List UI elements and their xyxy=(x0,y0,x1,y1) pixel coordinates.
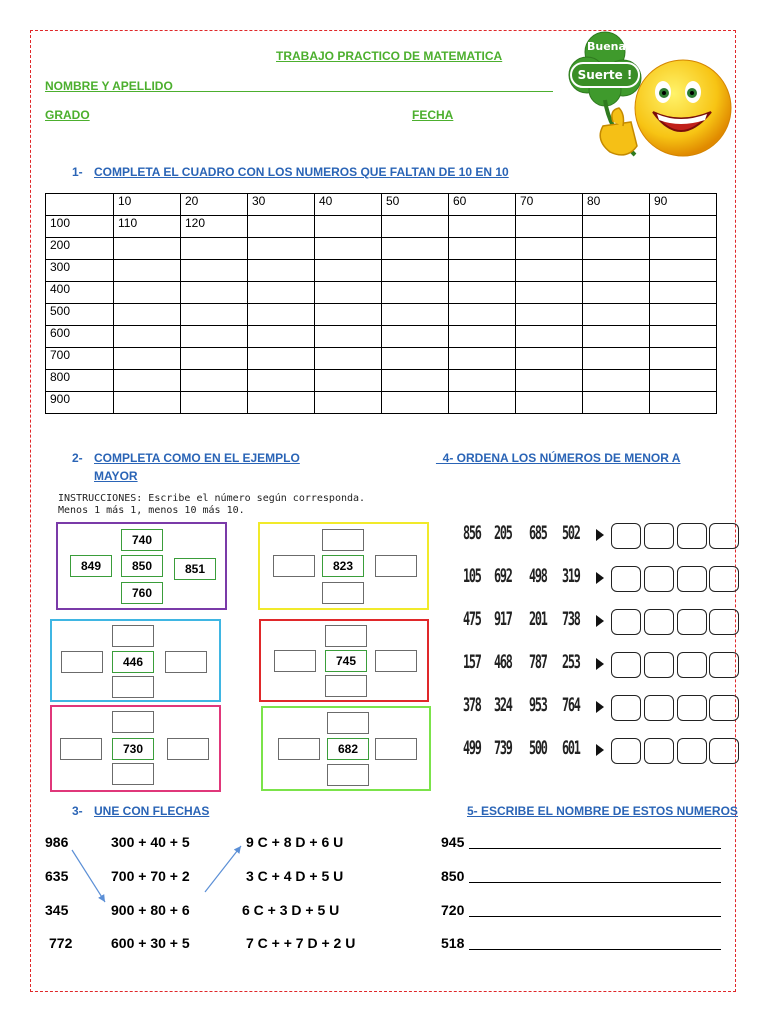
order-number: 738 xyxy=(562,608,580,630)
ex5-title: 5- ESCRIBE EL NOMBRE DE ESTOS NUMEROS xyxy=(467,804,738,818)
table-cell: 300 xyxy=(46,260,114,282)
grade-label: GRADO xyxy=(45,108,90,122)
order-answer-box[interactable] xyxy=(611,652,641,678)
table-cell[interactable] xyxy=(583,304,650,326)
order-number: 205 xyxy=(494,522,512,544)
table-cell[interactable] xyxy=(248,216,315,238)
match-expanded[interactable]: 600 + 30 + 5 xyxy=(111,935,190,951)
order-number: 502 xyxy=(562,522,580,544)
cross-pink-right-box[interactable] xyxy=(167,738,209,760)
cross-yellow-center-box: 823 xyxy=(322,555,364,577)
table-cell[interactable] xyxy=(583,216,650,238)
order-answer-box[interactable] xyxy=(677,695,707,721)
table-row xyxy=(46,304,717,326)
order-answer-box[interactable] xyxy=(611,738,641,764)
table-cell xyxy=(46,194,114,216)
table-cell[interactable] xyxy=(516,392,583,414)
match-place-value[interactable]: 6 C + 3 D + 5 U xyxy=(242,902,340,918)
arrow-right-icon xyxy=(596,615,604,627)
table-cell[interactable] xyxy=(248,238,315,260)
table-cell: 900 xyxy=(46,392,114,414)
table-cell[interactable] xyxy=(516,326,583,348)
order-answer-box[interactable] xyxy=(644,566,674,592)
order-number: 953 xyxy=(529,694,547,716)
match-number[interactable]: 345 xyxy=(45,902,69,918)
table-cell[interactable] xyxy=(583,370,650,392)
name-write-line[interactable] xyxy=(469,949,721,950)
order-number: 685 xyxy=(529,522,547,544)
arrow-right-icon xyxy=(596,658,604,670)
table-cell[interactable] xyxy=(248,260,315,282)
cross-blue-right-box[interactable] xyxy=(165,651,207,673)
table-cell: 500 xyxy=(46,304,114,326)
order-number: 378 xyxy=(463,694,481,716)
order-number: 739 xyxy=(494,737,512,759)
table-row xyxy=(46,216,717,238)
table-cell[interactable] xyxy=(449,238,516,260)
order-answer-box[interactable] xyxy=(709,695,739,721)
order-answer-box[interactable] xyxy=(611,695,641,721)
table-cell[interactable] xyxy=(114,392,181,414)
table-cell[interactable] xyxy=(315,392,382,414)
name-number: 850 xyxy=(441,868,465,884)
ex2-title-line1: COMPLETA COMO EN EL EJEMPLO xyxy=(94,451,300,465)
match-number[interactable]: 635 xyxy=(45,868,69,884)
order-number: 201 xyxy=(529,608,547,630)
tens-table xyxy=(45,193,717,414)
table-cell[interactable] xyxy=(248,282,315,304)
table-cell[interactable] xyxy=(516,304,583,326)
order-number: 499 xyxy=(463,737,481,759)
page-title: TRABAJO PRACTICO DE MATEMATICA xyxy=(276,49,503,63)
table-cell[interactable] xyxy=(382,216,449,238)
name-label: NOMBRE Y APELLIDO xyxy=(45,79,173,93)
cross-red-left-box[interactable] xyxy=(274,650,316,672)
table-row xyxy=(46,348,717,370)
table-cell[interactable] xyxy=(449,216,516,238)
name-write-line[interactable] xyxy=(469,882,721,883)
cross-red-right-box[interactable] xyxy=(375,650,417,672)
table-cell[interactable] xyxy=(516,348,583,370)
badge-top-text: Buena xyxy=(587,40,626,53)
table-cell[interactable] xyxy=(315,216,382,238)
table-cell[interactable] xyxy=(315,304,382,326)
order-answer-box[interactable] xyxy=(677,738,707,764)
example-center-box: 850 xyxy=(121,555,163,577)
cross-pink-left-box[interactable] xyxy=(60,738,102,760)
order-answer-box[interactable] xyxy=(611,609,641,635)
ex4-title: _4- ORDENA LOS NÚMEROS DE MENOR A xyxy=(436,451,681,465)
order-answer-box[interactable] xyxy=(644,652,674,678)
ex2-title-line2: MAYOR xyxy=(94,469,138,483)
order-number: 787 xyxy=(529,651,547,673)
table-cell[interactable] xyxy=(248,326,315,348)
table-header-row xyxy=(46,194,717,216)
table-cell[interactable] xyxy=(583,348,650,370)
cross-blue-center-box: 446 xyxy=(112,651,154,673)
order-answer-box[interactable] xyxy=(709,738,739,764)
table-cell: 120 xyxy=(181,216,248,238)
table-cell: 400 xyxy=(46,282,114,304)
table-cell[interactable] xyxy=(315,238,382,260)
cross-green-bottom-box[interactable] xyxy=(327,764,369,786)
order-number: 917 xyxy=(494,608,512,630)
ex2-instructions-line1: INSTRUCCIONES: Escribe el número según corresponda. xyxy=(58,493,366,504)
order-answer-box[interactable] xyxy=(709,566,739,592)
table-cell[interactable] xyxy=(382,392,449,414)
table-cell[interactable] xyxy=(114,260,181,282)
order-number: 856 xyxy=(463,522,481,544)
table-cell: 100 xyxy=(46,216,114,238)
table-cell[interactable] xyxy=(449,326,516,348)
order-answer-box[interactable] xyxy=(677,566,707,592)
order-number: 475 xyxy=(463,608,481,630)
table-cell[interactable] xyxy=(382,326,449,348)
date-label: FECHA xyxy=(412,108,454,122)
order-answer-box[interactable] xyxy=(709,609,739,635)
order-number: 498 xyxy=(529,565,547,587)
table-cell[interactable] xyxy=(382,282,449,304)
table-cell[interactable] xyxy=(382,370,449,392)
ex1-number: 1- xyxy=(72,165,83,179)
table-cell: 10 xyxy=(114,194,181,216)
cross-pink-center-box: 730 xyxy=(112,738,154,760)
table-cell: 60 xyxy=(449,194,516,216)
cross-green-top-box[interactable] xyxy=(327,712,369,734)
table-cell[interactable] xyxy=(583,260,650,282)
arrow-right-icon xyxy=(596,701,604,713)
table-cell[interactable] xyxy=(650,216,717,238)
table-cell[interactable] xyxy=(516,370,583,392)
cross-pink-top-box[interactable] xyxy=(112,711,154,733)
table-cell[interactable] xyxy=(181,282,248,304)
table-cell[interactable] xyxy=(248,392,315,414)
match-number[interactable]: 986 xyxy=(45,834,69,850)
table-cell[interactable] xyxy=(248,348,315,370)
order-number: 105 xyxy=(463,565,481,587)
match-place-value[interactable]: 9 C + 8 D + 6 U xyxy=(246,834,344,850)
table-cell[interactable] xyxy=(583,238,650,260)
order-answer-box[interactable] xyxy=(677,523,707,549)
cross-green-right-box[interactable] xyxy=(375,738,417,760)
order-answer-box[interactable] xyxy=(677,609,707,635)
table-cell[interactable] xyxy=(650,282,717,304)
order-answer-box[interactable] xyxy=(611,523,641,549)
table-cell[interactable] xyxy=(114,238,181,260)
order-answer-box[interactable] xyxy=(677,652,707,678)
table-cell[interactable] xyxy=(181,304,248,326)
example-left-box: 849 xyxy=(70,555,112,577)
table-cell[interactable] xyxy=(248,304,315,326)
match-expanded[interactable]: 900 + 80 + 6 xyxy=(111,902,190,918)
table-cell[interactable] xyxy=(114,348,181,370)
table-cell[interactable] xyxy=(382,348,449,370)
table-cell[interactable] xyxy=(449,348,516,370)
cross-red-bottom-box[interactable] xyxy=(325,675,367,697)
table-cell: 600 xyxy=(46,326,114,348)
order-answer-box[interactable] xyxy=(644,523,674,549)
table-cell: 40 xyxy=(315,194,382,216)
cross-yellow-right-box[interactable] xyxy=(375,555,417,577)
table-cell: 80 xyxy=(583,194,650,216)
table-cell[interactable] xyxy=(248,370,315,392)
cross-blue-bottom-box[interactable] xyxy=(112,676,154,698)
ex3-title: UNE CON FLECHAS xyxy=(94,804,210,818)
table-cell[interactable] xyxy=(315,326,382,348)
table-cell[interactable] xyxy=(583,326,650,348)
cross-yellow-top-box[interactable] xyxy=(322,529,364,551)
table-cell[interactable] xyxy=(650,348,717,370)
table-cell[interactable] xyxy=(181,348,248,370)
match-expanded[interactable]: 700 + 70 + 2 xyxy=(111,868,190,884)
badge-main-text: Suerte ! xyxy=(570,62,640,88)
match-place-value[interactable]: 7 C + + 7 D + 2 U xyxy=(246,935,356,951)
table-cell[interactable] xyxy=(114,282,181,304)
name-line[interactable] xyxy=(45,91,553,92)
table-cell[interactable] xyxy=(181,370,248,392)
name-number: 720 xyxy=(441,902,465,918)
order-number: 319 xyxy=(562,565,580,587)
table-cell[interactable] xyxy=(650,326,717,348)
table-cell[interactable] xyxy=(583,392,650,414)
table-cell[interactable] xyxy=(382,260,449,282)
table-cell: 110 xyxy=(114,216,181,238)
table-cell: 800 xyxy=(46,370,114,392)
table-cell[interactable] xyxy=(449,260,516,282)
match-number[interactable]: 772 xyxy=(49,935,73,951)
table-cell[interactable] xyxy=(650,304,717,326)
table-cell[interactable] xyxy=(382,238,449,260)
arrow-right-icon xyxy=(596,529,604,541)
table-row xyxy=(46,392,717,414)
table-cell: 700 xyxy=(46,348,114,370)
table-cell: 20 xyxy=(181,194,248,216)
table-cell[interactable] xyxy=(315,348,382,370)
order-number: 253 xyxy=(562,651,580,673)
table-cell[interactable] xyxy=(315,260,382,282)
table-cell[interactable] xyxy=(114,304,181,326)
table-cell[interactable] xyxy=(650,238,717,260)
table-cell: 200 xyxy=(46,238,114,260)
cross-red-top-box[interactable] xyxy=(325,625,367,647)
table-cell[interactable] xyxy=(449,304,516,326)
table-cell[interactable] xyxy=(114,326,181,348)
table-row xyxy=(46,370,717,392)
table-cell: 70 xyxy=(516,194,583,216)
order-answer-box[interactable] xyxy=(611,566,641,592)
order-answer-box[interactable] xyxy=(709,523,739,549)
name-write-line[interactable] xyxy=(469,916,721,917)
table-cell[interactable] xyxy=(181,326,248,348)
table-cell[interactable] xyxy=(181,392,248,414)
table-cell[interactable] xyxy=(650,260,717,282)
order-number: 601 xyxy=(562,737,580,759)
table-cell: 50 xyxy=(382,194,449,216)
table-cell[interactable] xyxy=(449,370,516,392)
ex3-number: 3- xyxy=(72,804,83,818)
example-top-box: 740 xyxy=(121,529,163,551)
order-number: 764 xyxy=(562,694,580,716)
match-expanded[interactable]: 300 + 40 + 5 xyxy=(111,834,190,850)
example-bottom-box: 760 xyxy=(121,582,163,604)
table-cell[interactable] xyxy=(650,370,717,392)
table-row xyxy=(46,238,717,260)
order-number: 157 xyxy=(463,651,481,673)
table-cell[interactable] xyxy=(583,282,650,304)
table-cell[interactable] xyxy=(449,282,516,304)
table-cell: 30 xyxy=(248,194,315,216)
example-right-box: 851 xyxy=(174,558,216,580)
order-number: 324 xyxy=(494,694,512,716)
name-write-line[interactable] xyxy=(469,848,721,849)
arrow-right-icon xyxy=(596,744,604,756)
table-row xyxy=(46,326,717,348)
table-cell[interactable] xyxy=(181,238,248,260)
table-row xyxy=(46,260,717,282)
order-answer-box[interactable] xyxy=(644,695,674,721)
name-number: 518 xyxy=(441,935,465,951)
table-row xyxy=(46,282,717,304)
table-cell[interactable] xyxy=(382,304,449,326)
ex2-instructions-line2: Menos 1 más 1, menos 10 más 10. xyxy=(58,505,245,516)
cross-red-center-box: 745 xyxy=(325,650,367,672)
cross-pink-bottom-box[interactable] xyxy=(112,763,154,785)
match-place-value[interactable]: 3 C + 4 D + 5 U xyxy=(246,868,344,884)
table-cell: 90 xyxy=(650,194,717,216)
name-number: 945 xyxy=(441,834,465,850)
cross-blue-left-box[interactable] xyxy=(61,651,103,673)
table-cell[interactable] xyxy=(449,392,516,414)
order-number: 692 xyxy=(494,565,512,587)
order-number: 500 xyxy=(529,737,547,759)
ex2-number: 2- xyxy=(72,451,83,465)
table-cell[interactable] xyxy=(516,282,583,304)
cross-green-center-box: 682 xyxy=(327,738,369,760)
ex1-title: COMPLETA EL CUADRO CON LOS NUMEROS QUE FALTAN DE 10 EN 10 xyxy=(94,165,509,179)
table-cell[interactable] xyxy=(114,370,181,392)
table-cell[interactable] xyxy=(516,216,583,238)
order-answer-box[interactable] xyxy=(709,652,739,678)
arrow-right-icon xyxy=(596,572,604,584)
table-cell[interactable] xyxy=(650,392,717,414)
table-cell[interactable] xyxy=(516,260,583,282)
table-cell[interactable] xyxy=(315,282,382,304)
cross-yellow-bottom-box[interactable] xyxy=(322,582,364,604)
order-number: 468 xyxy=(494,651,512,673)
order-answer-box[interactable] xyxy=(644,609,674,635)
cross-blue-top-box[interactable] xyxy=(112,625,154,647)
cross-green-left-box[interactable] xyxy=(278,738,320,760)
table-cell[interactable] xyxy=(315,370,382,392)
table-cell[interactable] xyxy=(516,238,583,260)
order-answer-box[interactable] xyxy=(644,738,674,764)
cross-yellow-left-box[interactable] xyxy=(273,555,315,577)
table-cell[interactable] xyxy=(181,260,248,282)
